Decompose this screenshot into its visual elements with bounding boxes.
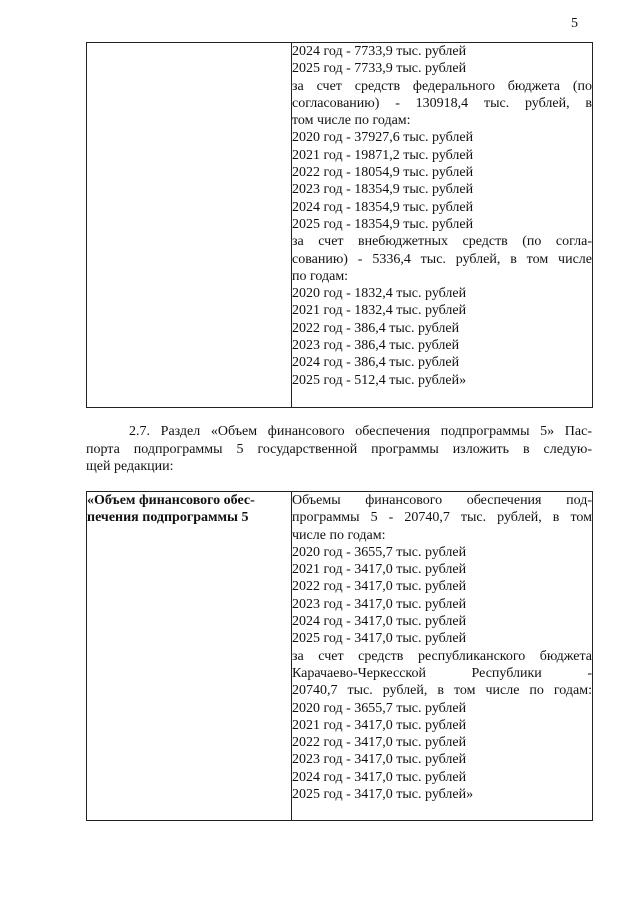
text-line: 2024 год - 3417,0 тыс. рублей [292, 769, 467, 785]
text-line: сованию) - 5336,4 тыс. рублей, в том числе [292, 251, 592, 267]
table-row [87, 492, 593, 821]
text-line: по годам: [292, 268, 349, 284]
label-line: печения подпрограммы 5 [87, 510, 249, 526]
text-line: 2025 год - 512,4 тыс. рублей» [292, 372, 467, 388]
text-line: программы 5 - 20740,7 тыс. рублей, в том [292, 510, 592, 526]
text-line: 2025 год - 7733,9 тыс. рублей [292, 61, 467, 77]
table-cell-value [292, 492, 593, 821]
label-line: «Объем финансового обес- [87, 493, 255, 508]
text-line: за счет средств республиканского бюджета [292, 648, 592, 664]
text-line: 2021 год - 19871,2 тыс. рублей [292, 147, 474, 163]
text-line: 2021 год - 3417,0 тыс. рублей [292, 717, 467, 733]
text-line: Объемы финансового обеспечения под- [292, 493, 592, 508]
paragraph-line: порта подпрограммы 5 государственной программы изложить в следую- [86, 441, 592, 457]
text-line: согласованию) - 130918,4 тыс. рублей, в [292, 95, 592, 111]
text-line: 2020 год - 3655,7 тыс. рублей [292, 544, 467, 560]
text-line: 2022 год - 386,4 тыс. рублей [292, 320, 460, 336]
text-line: Карачаево-Черкесской Республики - [292, 665, 592, 681]
subprogram-5-financing-table [86, 491, 593, 821]
text-line: за счет средств федерального бюджета (по [292, 78, 592, 94]
text-line: 2025 год - 3417,0 тыс. рублей» [292, 787, 474, 803]
page-number: 5 [571, 16, 578, 31]
text-line: 2024 год - 7733,9 тыс. рублей [292, 44, 467, 59]
text-line: 2024 год - 18354,9 тыс. рублей [292, 199, 474, 215]
text-line: 2022 год - 3417,0 тыс. рублей [292, 735, 467, 751]
text-line: 2025 год - 3417,0 тыс. рублей [292, 631, 467, 647]
text-line: 2023 год - 3417,0 тыс. рублей [292, 596, 467, 612]
text-line: 2020 год - 3655,7 тыс. рублей [292, 700, 467, 716]
text-line: 2022 год - 18054,9 тыс. рублей [292, 165, 474, 181]
table-cell-value [292, 43, 593, 408]
text-line: 2020 год - 37927,6 тыс. рублей [292, 130, 474, 146]
text-line: том числе по годам: [292, 113, 411, 129]
text-line: 2023 год - 3417,0 тыс. рублей [292, 752, 467, 768]
text-line: 20740,7 тыс. рублей, в том числе по годам: [292, 683, 592, 699]
text-line: числе по годам: [292, 527, 386, 543]
table-cell-label [87, 492, 292, 821]
text-line: 2024 год - 3417,0 тыс. рублей [292, 614, 467, 630]
amendment-paragraph [86, 423, 592, 476]
text-line: 2021 год - 3417,0 тыс. рублей [292, 562, 467, 578]
table-cell-label [87, 43, 292, 408]
text-line: за счет внебюджетных средств (по согла- [292, 234, 592, 250]
text-line: 2020 год - 1832,4 тыс. рублей [292, 286, 467, 302]
table-row [87, 43, 593, 408]
text-line: 2022 год - 3417,0 тыс. рублей [292, 579, 467, 595]
paragraph-line: 2.7. Раздел «Объем финансового обеспечения подпрограммы 5» Пас- [129, 424, 592, 439]
paragraph-line: щей редакции: [86, 459, 174, 474]
text-line: 2023 год - 18354,9 тыс. рублей [292, 182, 474, 198]
text-line: 2023 год - 386,4 тыс. рублей [292, 338, 460, 354]
text-line: 2024 год - 386,4 тыс. рублей [292, 355, 460, 371]
text-line: 2025 год - 18354,9 тыс. рублей [292, 216, 474, 232]
text-line: 2021 год - 1832,4 тыс. рублей [292, 303, 467, 319]
financing-table-continued [86, 42, 593, 408]
